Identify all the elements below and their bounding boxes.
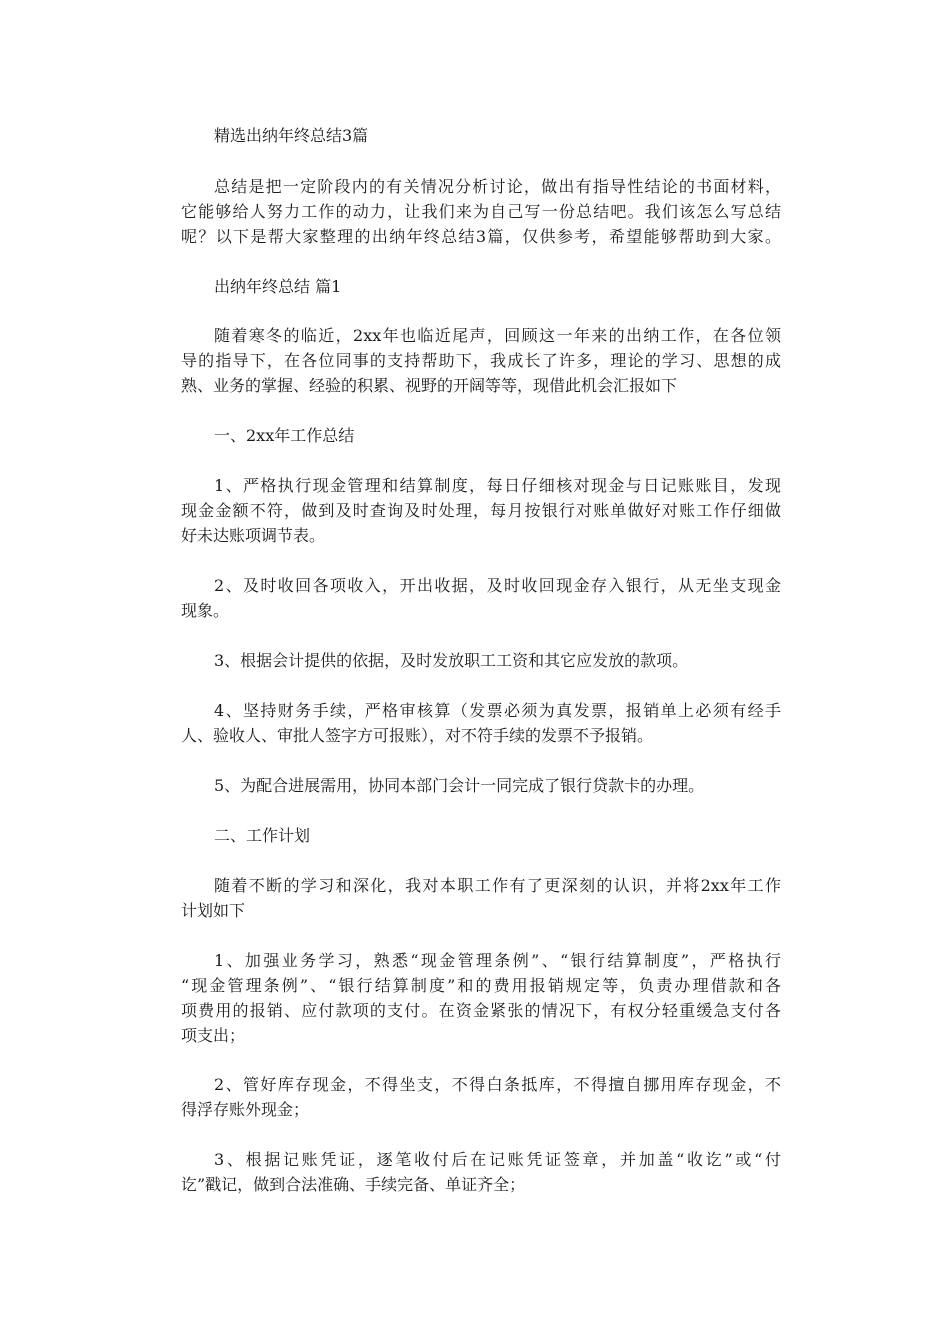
item1-1-line-1: 1、严格执行现金管理和结算制度，每日仔细核对现金与日记账账目，发现 <box>214 476 781 495</box>
intro-line-3: 呢？以下是帮大家整理的出纳年终总结3篇，仅供参考，希望能够帮助到大家。 <box>181 227 781 246</box>
item2-3-line-1: 3、根据记账凭证，逐笔收付后在记账凭证签章，并加盖“收讫”或“付 <box>214 1150 781 1169</box>
opening-line-3: 熟、业务的掌握、经验的积累、视野的开阔等等，现借此机会汇报如下 <box>181 376 678 395</box>
document-title: 精选出纳年终总结3篇 <box>214 126 369 145</box>
part2-heading: 二、工作计划 <box>214 826 311 845</box>
item2-1-line-4: 项支出； <box>181 1026 246 1045</box>
item1-2-line-1: 2、及时收回各项收入，开出收据，及时收回现金存入银行，从无坐支现金 <box>214 576 781 595</box>
item2-2-line-1: 2、管好库存现金，不得坐支，不得白条抵库，不得擅自挪用库存现金，不 <box>214 1075 781 1094</box>
part2-intro-line-1: 随着不断的学习和深化，我对本职工作有了更深刻的认识，并将2xx年工作 <box>214 876 781 895</box>
part1-heading: 一、2xx年工作总结 <box>214 426 355 445</box>
opening-line-2: 导的指导下，在各位同事的支持帮助下，我成长了许多，理论的学习、思想的成 <box>181 351 781 370</box>
part2-intro-line-2: 计划如下 <box>181 901 246 920</box>
item2-2-line-2: 得浮存账外现金； <box>181 1100 310 1119</box>
section-heading: 出纳年终总结 篇1 <box>214 277 342 296</box>
intro-line-2: 它能够给人努力工作的动力，让我们来为自己写一份总结吧。我们该怎么写总结 <box>181 202 781 221</box>
opening-line-1: 随着寒冬的临近，2xx年也临近尾声，回顾这一年来的出纳工作，在各位领 <box>214 326 781 345</box>
item1-4-line-2: 人、验收人、审批人签字方可报账），对不符手续的发票不予报销。 <box>181 726 654 745</box>
item1-4-line-1: 4、坚持财务手续，严格审核算（发票必须为真发票，报销单上必须有经手 <box>214 701 781 720</box>
item1-3: 3、根据会计提供的依据，及时发放职工工资和其它应发放的款项。 <box>214 651 689 670</box>
item1-5: 5、为配合进展需用，协同本部门会计一同完成了银行贷款卡的办理。 <box>214 776 705 795</box>
item1-1-line-3: 好未达账项调节表。 <box>181 526 326 545</box>
intro-line-1: 总结是把一定阶段内的有关情况分析讨论，做出有指导性结论的书面材料， <box>214 177 781 196</box>
item2-3-line-2: 讫”戳记，做到合法准确、手续完备、单证齐全； <box>181 1175 526 1194</box>
item2-1-line-2: “现金管理条例”、“银行结算制度”和的费用报销规定等，负责办理借款和各 <box>181 976 781 995</box>
item1-1-line-2: 现金金额不符，做到及时查询及时处理，每月按银行对账单做好对账工作仔细做 <box>181 501 781 520</box>
item2-1-line-3: 项费用的报销、应付款项的支付。在资金紧张的情况下，有权分轻重缓急支付各 <box>181 1001 781 1020</box>
item2-1-line-1: 1、加强业务学习，熟悉“现金管理条例”、“银行结算制度”，严格执行 <box>214 951 781 970</box>
item1-2-line-2: 现象。 <box>181 601 230 620</box>
